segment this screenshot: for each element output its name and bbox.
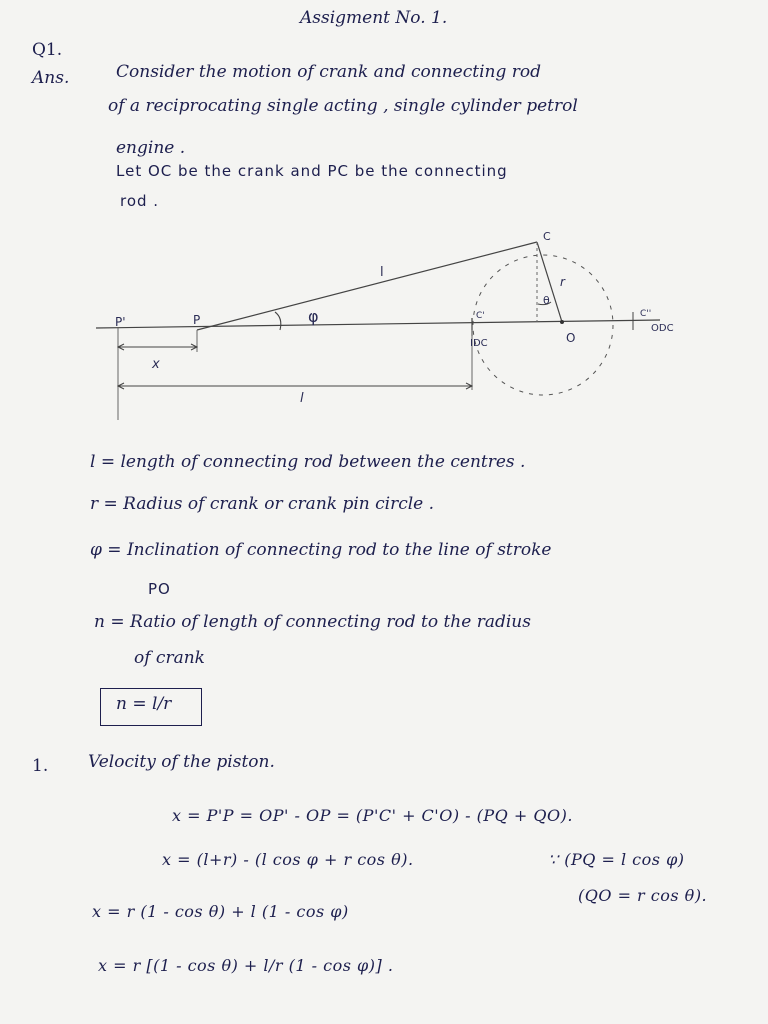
equation-2: x = (l+r) - (l cos φ + r cos θ). [162,850,414,869]
label-c: C [543,230,551,243]
page-title: Assigment No. 1. [300,8,448,28]
label-idc: IDC [470,338,488,349]
answer-label: Ans. [32,68,70,88]
crank-centre [560,320,564,324]
label-p: P [193,313,201,327]
stroke-line [96,320,660,328]
definition-phi-cont: PO [148,580,171,598]
intro-line-3: engine . [116,138,186,158]
let-line: Let OC be the crank and PC be the connecting [116,162,508,180]
label-o: O [566,331,576,345]
definition-l: l = length of connecting rod between the centres . [90,452,526,472]
definition-phi: φ = Inclination of connecting rod to the line of stroke [90,540,552,560]
label-l-dim: l [300,391,304,406]
section-heading: Velocity of the piston. [88,752,275,772]
crank-line [537,242,562,322]
label-r-crank: r [560,275,565,289]
equation-1: x = P'P = OP' - OP = (P'C' + C'O) - (PQ + QO). [172,806,573,825]
question-label: Q1. [32,40,63,60]
label-phi: φ [308,307,319,326]
equation-note-1: ∵ (PQ = l cos φ) [548,850,685,869]
definition-n-cont: of crank [134,648,205,668]
connecting-rod [197,242,537,330]
let-line-2: rod . [120,192,160,210]
boxed-formula: n = l/r [116,694,172,714]
crank-circle [473,255,613,395]
crank-diagram [0,220,768,430]
equation-3: x = r (1 - cos θ) + l (1 - cos φ) [92,902,349,921]
section-number: 1. [32,756,49,776]
label-theta: θ [543,294,550,307]
phi-arc [275,312,281,330]
label-c-dprime: C'' [640,309,652,319]
label-l-rod: l [380,265,384,280]
intro-line-2: of a reciprocating single acting , single cylinder petrol [108,96,578,116]
intro-line-1: Consider the motion of crank and connecting rod [116,62,541,82]
definition-r: r = Radius of crank or crank pin circle . [90,494,435,514]
label-c-prime: C' [476,311,485,321]
equation-note-2: (QO = r cos θ). [578,886,708,905]
label-odc: ODC [651,323,674,334]
equation-4: x = r [(1 - cos θ) + l/r (1 - cos φ)] . [98,956,394,975]
definition-n: n = Ratio of length of connecting rod to the radius [94,612,531,632]
label-x-dim: x [152,357,160,372]
label-p-prime: P' [115,315,126,329]
